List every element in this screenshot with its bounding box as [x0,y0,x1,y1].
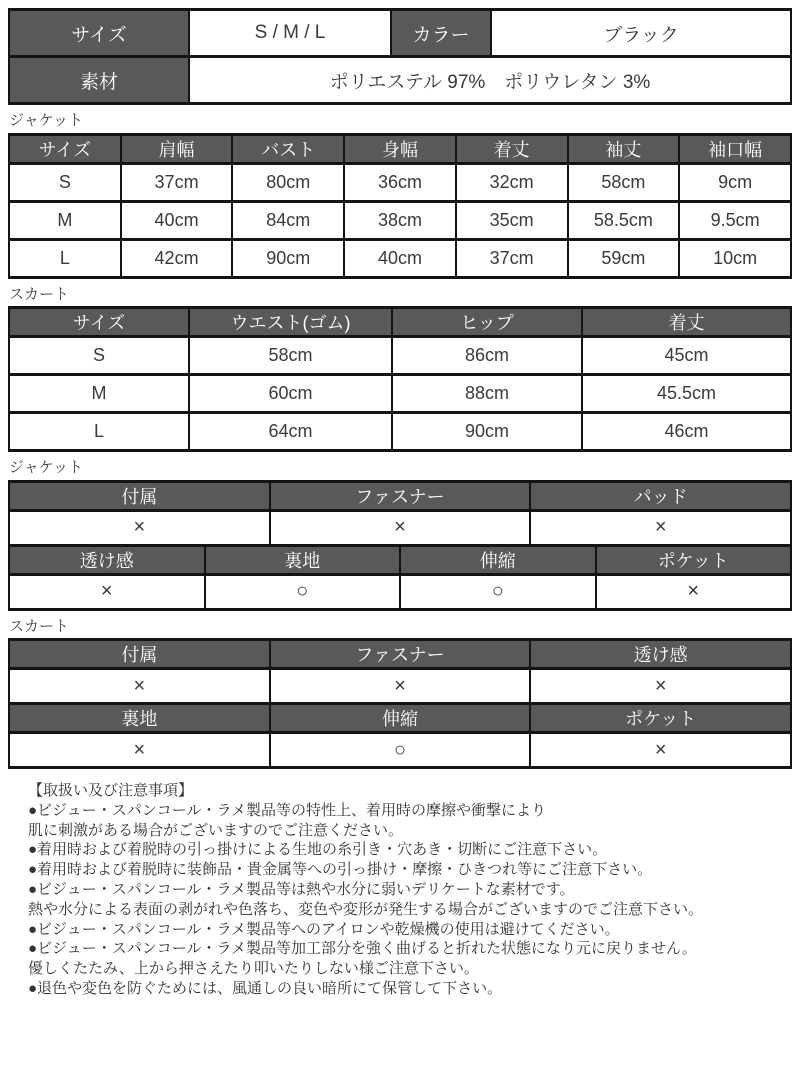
header-cell: パッド [530,481,791,510]
header-cell: バスト [232,134,344,163]
value-cell: 58.5cm [568,201,680,239]
jacket-features-value-row-1 [9,510,791,545]
product-info-table [8,8,792,105]
feature-mark-cell: × [530,510,791,545]
care-note-line: 肌に刺激がある場合がございますのでご注意ください。 [28,821,404,839]
value-cell: S [9,163,121,201]
feature-mark-cell: × [270,510,531,545]
jacket-size-section-label: ジャケット [9,112,83,129]
care-note-line: ●ビジュー・スパンコール・ラメ製品等へのアイロンや乾燥機の使用は避けてください。 [28,920,620,938]
value-cell: 45cm [582,337,791,375]
header-cell: サイズ [9,308,189,337]
value-cell: 60cm [189,375,392,413]
header-cell: 透け感 [530,640,791,669]
header-cell: 付属 [9,640,270,669]
size-value-cell: S / M / L [189,10,391,57]
color-value-cell: ブラック [491,10,791,57]
value-cell: 35cm [456,201,568,239]
skirt-features-value-row-2 [9,733,791,768]
skirt-size-row-l [9,413,791,451]
care-note-line: ●着用時および着脱時の引っ掛けによる生地の糸引き・穴あき・切断にご注意下さい。 [28,841,608,859]
feature-mark-cell: × [530,669,791,704]
header-cell: 着丈 [456,134,568,163]
jacket-features-table-group2 [8,544,792,611]
value-cell: 38cm [344,201,456,239]
header-cell: 肩幅 [121,134,233,163]
header-cell: 着丈 [582,308,791,337]
value-cell: M [9,375,189,413]
value-cell: 40cm [121,201,233,239]
jacket-features-value-row-2 [9,574,791,609]
header-cell: ファスナー [270,640,531,669]
feature-mark-cell: × [9,669,270,704]
value-cell: 42cm [121,239,233,277]
info-row-size-color [9,10,791,57]
header-cell: 身幅 [344,134,456,163]
feature-mark-cell: ○ [400,574,596,609]
jacket-features-section-label: ジャケット [9,459,83,476]
value-cell: 90cm [392,413,582,451]
value-cell: 58cm [568,163,680,201]
skirt-features-value-row-1 [9,669,791,704]
feature-mark-cell: × [596,574,792,609]
value-cell: 90cm [232,239,344,277]
value-cell: L [9,413,189,451]
care-note-line: ●ビジュー・スパンコール・ラメ製品等加工部分を強く曲げると折れた状態になり元に戻りません。 [28,940,697,958]
jacket-size-row-s [9,163,791,201]
feature-mark-cell: × [9,733,270,768]
feature-mark-cell: × [9,510,270,545]
skirt-features-header-row-1 [9,640,791,669]
jacket-size-table [8,133,792,279]
info-row-material [9,57,791,104]
skirt-size-section-label: スカート [9,285,70,303]
jacket-size-row-l [9,239,791,277]
value-cell: 37cm [121,163,233,201]
skirt-features-table-group1 [8,638,792,705]
value-cell: 9cm [679,163,791,201]
skirt-size-header-row [9,308,791,337]
header-cell: ファスナー [270,481,531,510]
jacket-features-header-row-2 [9,545,791,574]
feature-mark-cell: × [530,733,791,768]
value-cell: 58cm [189,337,392,375]
header-cell: 伸縮 [270,704,531,733]
value-cell: 80cm [232,163,344,201]
value-cell: 32cm [456,163,568,201]
jacket-features-table-group1 [8,480,792,547]
material-header-cell: 素材 [9,57,189,104]
header-cell: 袖丈 [568,134,680,163]
value-cell: 86cm [392,337,582,375]
feature-mark-cell: × [9,574,205,609]
header-cell: 裏地 [9,704,270,733]
header-cell: ウエスト(ゴム) [189,308,392,337]
header-cell: 付属 [9,481,270,510]
care-note-line: ●ビジュー・スパンコール・ラメ製品等は熱や水分に弱いデリケートな素材です。 [28,880,575,898]
value-cell: 84cm [232,201,344,239]
care-note-line: 優しくたたみ、上から押さえたり叩いたりしない様ご注意下さい。 [28,960,479,978]
jacket-size-header-row [9,134,791,163]
skirt-features-table-group2 [8,702,792,769]
value-cell: 9.5cm [679,201,791,239]
value-cell: 45.5cm [582,375,791,413]
value-cell: 59cm [568,239,680,277]
value-cell: 10cm [679,239,791,277]
value-cell: 64cm [189,413,392,451]
header-cell: 透け感 [9,545,205,574]
feature-mark-cell: ○ [270,733,531,768]
header-cell: 袖口幅 [679,134,791,163]
value-cell: L [9,239,121,277]
value-cell: M [9,201,121,239]
care-note-line: ●着用時および着脱時に装飾品・貴金属等への引っ掛け・摩擦・ひきつれ等にご注意下さい。 [28,861,653,879]
size-header-cell: サイズ [9,10,189,57]
header-cell: ポケット [530,704,791,733]
value-cell: 36cm [344,163,456,201]
value-cell: 88cm [392,375,582,413]
skirt-size-row-s [9,337,791,375]
material-value-cell: ポリエステル 97% ポリウレタン 3% [189,57,791,104]
color-header-cell: カラー [391,10,491,57]
skirt-size-table [8,306,792,452]
value-cell: 40cm [344,239,456,277]
jacket-size-row-m [9,201,791,239]
care-notes [8,781,792,999]
care-note-line: ●ビジュー・スパンコール・ラメ製品等の特性上、着用時の摩擦や衝撃により [28,801,547,819]
skirt-size-row-m [9,375,791,413]
care-note-line: 熱や水分による表面の剥がれや色落ち、変色や変形が発生する場合がございますのでご注意下さい。 [28,900,704,918]
value-cell: 46cm [582,413,791,451]
header-cell: 伸縮 [400,545,596,574]
skirt-features-section-label: スカート [9,617,70,635]
value-cell: 37cm [456,239,568,277]
care-notes-title: 【取扱い及び注意事項】 [28,782,194,799]
header-cell: 裏地 [205,545,401,574]
value-cell: S [9,337,189,375]
skirt-features-header-row-2 [9,704,791,733]
header-cell: ポケット [596,545,792,574]
header-cell: サイズ [9,134,121,163]
care-note-line: ●退色や変色を防ぐためには、風通しの良い暗所にて保管して下さい。 [28,979,503,997]
jacket-features-header-row-1 [9,481,791,510]
feature-mark-cell: × [270,669,531,704]
header-cell: ヒップ [392,308,582,337]
feature-mark-cell: ○ [205,574,401,609]
